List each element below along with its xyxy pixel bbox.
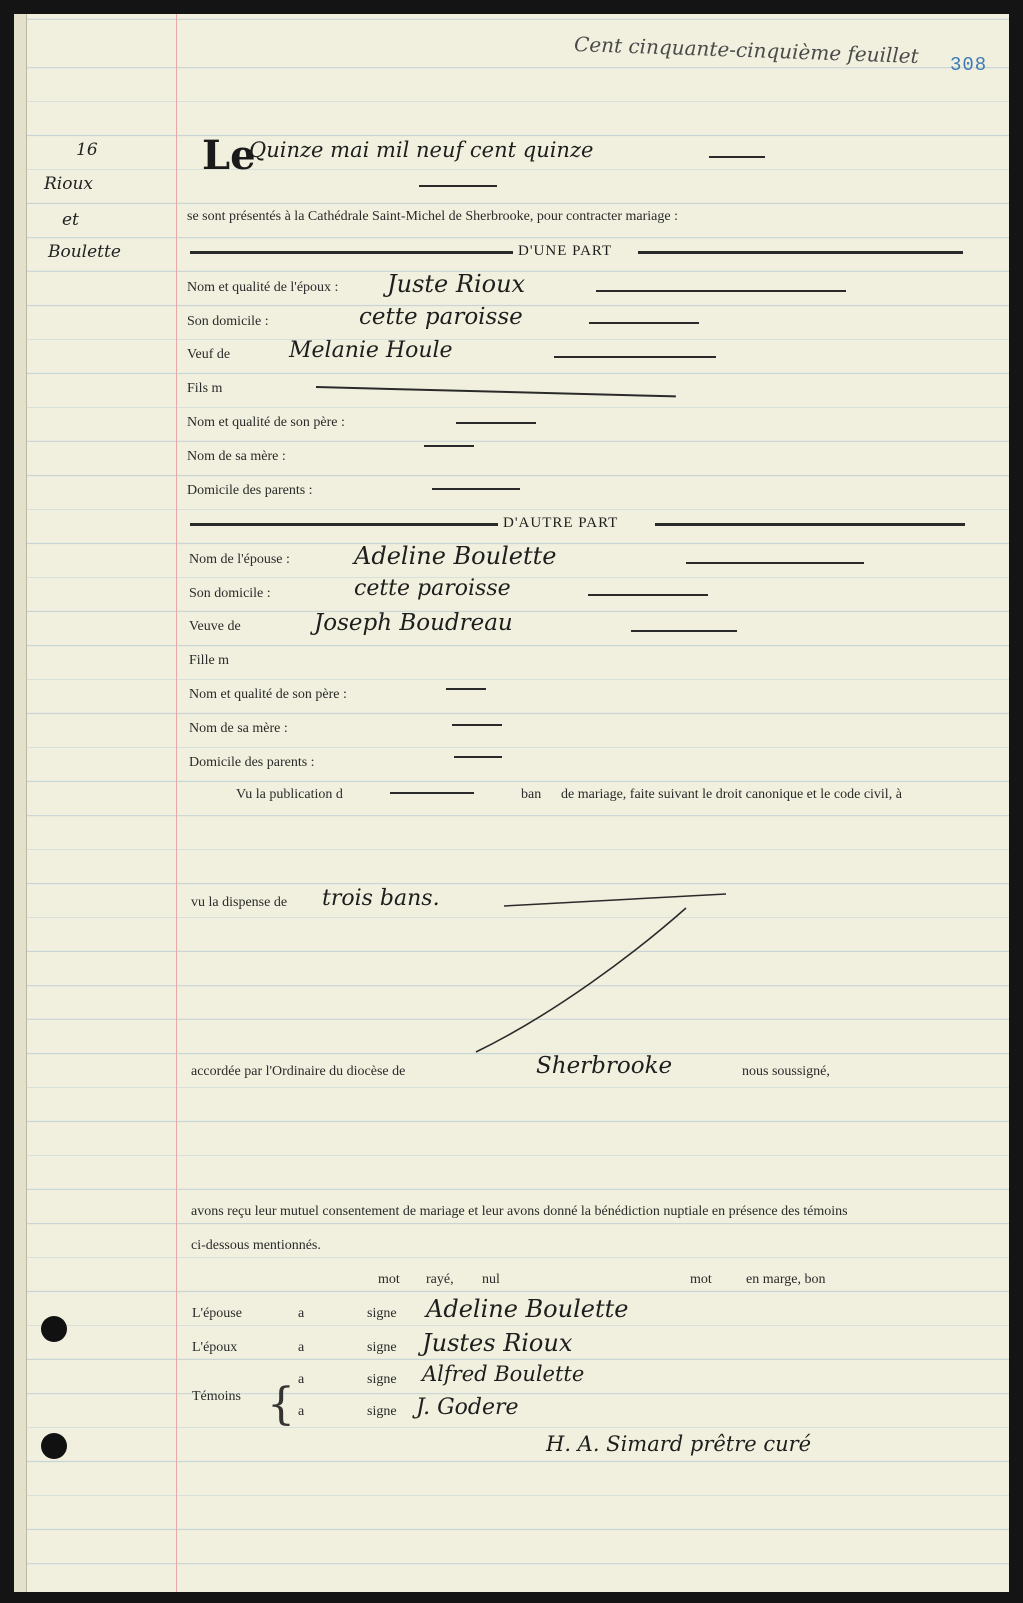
a-label: a [298,1306,305,1321]
value-domicile-epoux: cette paroisse [359,304,523,330]
value-veuf: Melanie Houle [289,338,453,363]
margin-rule [176,14,177,1592]
signe-label: signe [367,1306,397,1321]
a-label: a [298,1404,305,1419]
value-dispense: trois bans. [322,886,440,911]
consent-line-1: avons reçu leur mutuel consentement de mariage et leur avons donné la bénédiction nuptiale en présence des témoins [191,1204,848,1219]
label-pere-epoux: Nom et qualité de son père : [187,415,345,430]
consent-line-2: ci-dessous mentionnés. [191,1238,321,1253]
label-epoux: Nom et qualité de l'époux : [187,280,339,295]
mot-marge-label: mot [690,1272,712,1287]
label-mere-epoux: Nom de sa mère : [187,449,286,464]
signature-temoin-2: J. Godere [416,1395,519,1420]
label-veuf: Veuf de [187,347,231,362]
page-number: 308 [950,54,988,76]
label-veuve: Veuve de [189,619,241,634]
register-page [14,14,1009,1592]
raye-label: rayé, [426,1272,454,1287]
margin-entry-number: 16 [76,140,98,160]
folio-annotation: Cent cinquante-cinquième feuillet [573,31,920,69]
label-ordinaire: accordée par l'Ordinaire du diocèse de [191,1064,406,1079]
section-une-part [190,244,975,260]
margin-conjunction: et [62,210,79,230]
value-veuve: Joseph Boudreau [314,610,513,636]
binding-strip [14,14,27,1592]
a-label: a [298,1372,305,1387]
value-epouse: Adeline Boulette [354,542,557,570]
section-title-une-part: D'UNE PART [518,243,613,259]
fill-line [589,322,699,324]
margin-name-2: Boulette [48,242,121,262]
gothic-initial: Le [202,132,256,179]
fill-line [554,356,716,358]
label-epouse-sign: L'épouse [192,1306,242,1321]
signe-label: signe [367,1340,397,1355]
label-domicile-epouse: Son domicile : [189,586,271,601]
label-epoux-sign: L'époux [192,1340,238,1355]
fill-line [456,422,536,424]
signe-label: signe [367,1404,397,1419]
label-mere-epouse: Nom de sa mère : [189,721,288,736]
value-diocese: Sherbrooke [536,1053,673,1079]
publication-prefix: Vu la publication d [236,787,343,802]
publication-suffix: de mariage, faite suivant le droit canonique et le code civil, à [561,787,902,802]
label-domicile-epoux: Son domicile : [187,314,269,329]
fill-line [588,594,708,596]
nul-label: nul [482,1272,500,1287]
fill-line [424,445,474,447]
value-epoux: Juste Rioux [387,270,526,298]
fill-line [446,688,486,690]
label-epouse: Nom de l'épouse : [189,552,290,567]
label-parents-epouse: Domicile des parents : [189,755,315,770]
fill-line [454,756,502,758]
value-domicile-epouse: cette paroisse [354,576,511,601]
fill-line [686,562,864,564]
date-fill-line [709,156,765,158]
label-parents-epoux: Domicile des parents : [187,483,313,498]
label-dispense: vu la dispense de [191,895,288,910]
mot-label: mot [378,1272,400,1287]
a-label: a [298,1340,305,1355]
signature-pretre: H. A. Simard prêtre curé [546,1432,812,1456]
witness-brace: { [267,1379,295,1430]
label-temoins: Témoins [192,1389,241,1404]
label-pere-epouse: Nom et qualité de son père : [189,687,347,702]
punch-hole [41,1433,67,1459]
section-autre-part [190,516,975,532]
fill-line [452,724,502,726]
fill-line [390,792,474,794]
signe-label: signe [367,1372,397,1387]
margin-name-1: Rioux [44,174,94,194]
punch-hole [41,1316,67,1342]
signature-temoin-1: Alfred Boulette [422,1362,585,1386]
publication-ban: ban [521,787,542,802]
label-fils: Fils m [187,381,223,396]
signature-epouse: Adeline Boulette [426,1295,629,1323]
label-soussigne: nous soussigné, [742,1064,830,1079]
fill-line [316,386,676,397]
fill-line [432,488,520,490]
fill-line [631,630,737,632]
intro-text: se sont présentés à la Cathédrale Saint-Michel de Sherbrooke, pour contracter mariage : [187,209,678,224]
marge-label: en marge, bon [746,1272,826,1287]
signature-epoux: Justes Rioux [422,1329,573,1357]
label-fille: Fille m [189,653,230,668]
section-title-autre-part: D'AUTRE PART [503,515,619,531]
cancel-stroke [464,884,734,1064]
date-underline [419,185,497,187]
marriage-date: Quinze mai mil neuf cent quinze [249,138,594,162]
fill-line [596,290,846,292]
